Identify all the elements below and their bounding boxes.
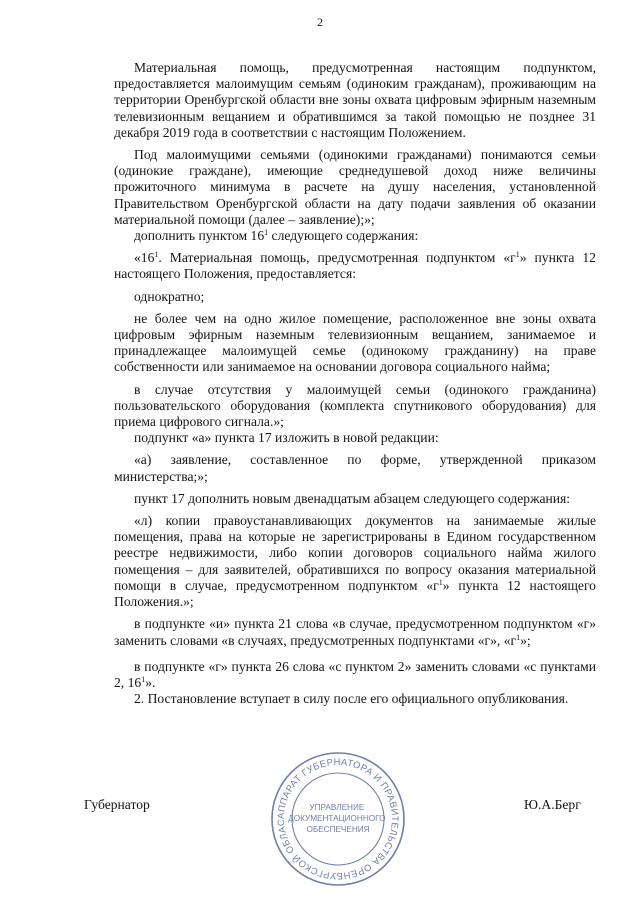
stamp-center-line-1: УПРАВЛЕНИЕ: [309, 803, 365, 812]
svg-text:УПРАВЛЕНИЕ ДОКУМЕНТАЦИ: [288, 803, 388, 834]
official-stamp: [268, 749, 408, 889]
paragraph-subitem-l: «л) копии правоустанавливающих документов на занимаемые жилые помещения, права на которые не зарегистрированы в Едином государственном реестре недвижимости, либо копии договоров социального найма жилого помещения – для заявителей, обратившихся по вопросу оказания материальной помощи в случае, предусмотренном подпунктом «$г^1$» пункта 12 настоящего Положения.»;: [114, 513, 596, 610]
paragraph-subitem-a-text: «а) заявление, составленное по форме, утвержденной приказом министерства;»;: [114, 452, 596, 484]
paragraph-one-dwelling: не более чем на одно жилое помещение, расположенное вне зоны охвата цифровым эфирным наземным телевизионным вещанием, занимаемое и принадлежащее малоимущей семье (одинокому гражданину) на праве собственности или занимаемое на основании договора социального найма;: [114, 310, 596, 375]
paragraph-material-aid: Материальная помощь, предусмотренная настоящим подпунктом, предоставляется малоимущим семьям (одиноким гражданам), проживающим на территории Оренбургской области вне зоны охвата цифровым эфирным наземным телевизионным вещанием и обратившимся за такой помощью не позднее 31 декабря 2019 года в соответствии с настоящим Положением.: [114, 60, 596, 140]
paragraph-effective-date: 2. Постановление вступает в силу после его официального опубликования.: [134, 691, 569, 707]
signatory-name: Ю.А.Берг: [524, 797, 581, 812]
page-number: 2: [317, 15, 323, 29]
paragraph-item-26-change: в подпункте «г» пункта 26 слова «с пунктом 2» заменить словами «с пунктами 2, $16^1$».: [114, 658, 596, 690]
paragraph-item-21-change: в подпункте «и» пункта 21 слова «в случае, предусмотренном подпунктом «г» заменить словами «в случаях, предусмотренных подпунктами «г», «$г^1$»;: [114, 616, 596, 648]
stamp-center-line-3: ОБЕСПЕЧЕНИЯ: [306, 825, 370, 834]
paragraph-subitem-a-change: подпункт «а» пункта 17 изложить в новой редакции:: [134, 430, 439, 446]
stamp-ring-text: АППАРАТ ГУБЕРНАТОРА И ПРАВИТЕЛЬСТВА ОРЕНБУРГСКОЙ ОБЛАС: [274, 755, 402, 883]
paragraph-item-16-1: «$16^1$. Материальная помощь, предусмотренная подпунктом «$г^1$» пункта 12 настоящего Положения, предоставляется:: [114, 250, 596, 282]
stamp-center-line-2: ДОКУМЕНТАЦИОННОГО: [288, 814, 386, 823]
stamp-seal-icon: [268, 749, 408, 889]
paragraph-no-equipment: в случае отсутствия у малоимущей семьи (одинокого гражданина) пользовательского оборудования (комплекта спутникового оборудования) для приема цифрового сигнала.»;: [114, 381, 596, 430]
paragraph-once: однократно;: [134, 288, 205, 304]
document-body: [114, 60, 596, 707]
paragraph-add-item-16-1: дополнить пунктом $16^1$ следующего содержания:: [134, 228, 419, 244]
paragraph-low-income-definition: Под малоимущими семьями (одинокими гражданами) понимаются семьи (одинокие граждане), имеющие среднедушевой доход ниже величины прожиточного минимума в расчете на душу населения, установленной Правительством Оренбургской области на дату подачи заявления об оказании материальной помощи (далее – заявление);»;: [114, 147, 596, 227]
paragraph-item-17-addition: пункт 17 дополнить новым двенадцатым абзацем следующего содержания:: [134, 490, 571, 506]
signatory-position: Губернатор: [84, 797, 150, 812]
